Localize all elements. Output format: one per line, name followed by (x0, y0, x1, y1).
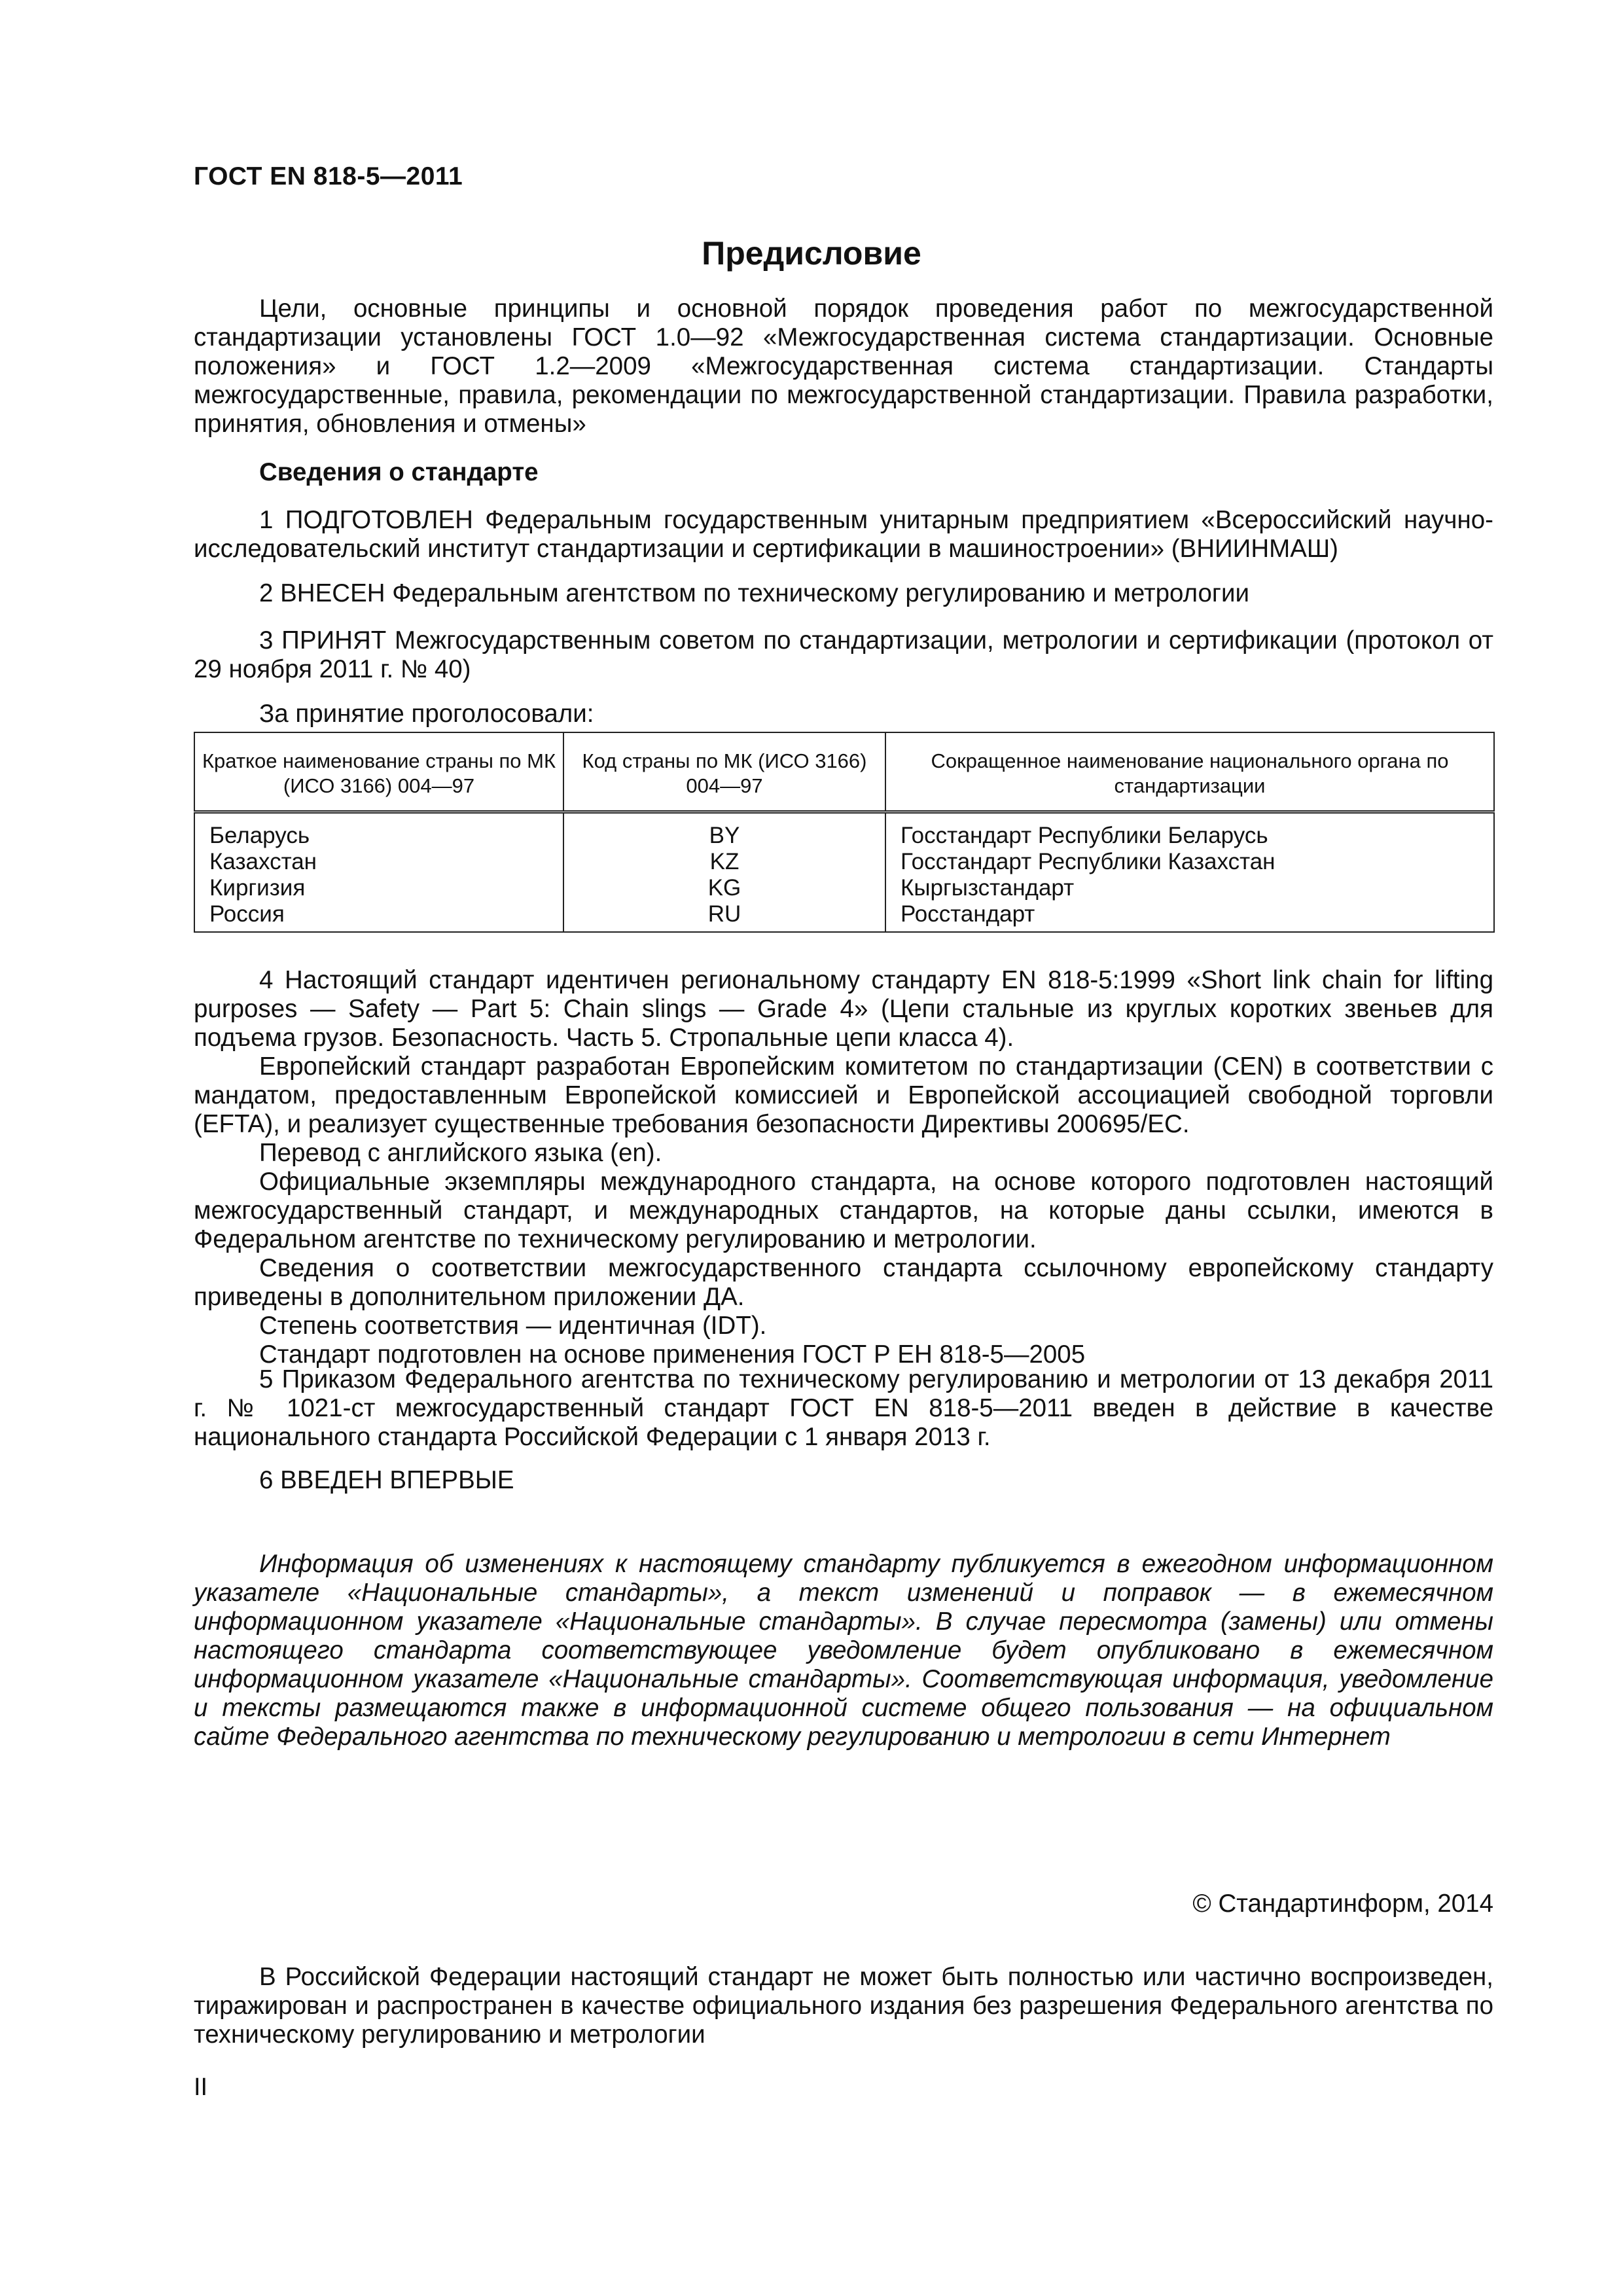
national-body-cell: Госстандарт Республики Беларусь (885, 812, 1494, 850)
country-code-cell: RU (563, 901, 885, 932)
table-row (194, 812, 1494, 850)
national-body-cell: Росстандарт (885, 901, 1494, 932)
european-standard-paragraph: Европейский стандарт разработан Европейским комитетом по стандартизации (CEN) в соответствии с мандатом, предоставленным Европейской комиссией и Европейской ассоциацией свободной торговли (EFTA), и реализует существенные требования безопасности Директивы 200695/ЕС. (194, 1052, 1493, 1138)
document-id-header: ГОСТ EN 818-5—2011 (194, 162, 463, 190)
copyright-line: © Стандартинформ, 2014 (1192, 1890, 1493, 1918)
page-number: II (194, 2073, 208, 2101)
table-row (194, 875, 1494, 901)
based-on-note: Стандарт подготовлен на основе применения ГОСТ Р ЕН 818-5—2005 (259, 1340, 1086, 1369)
item-1-paragraph: 1 ПОДГОТОВЛЕН Федеральным государственным унитарным предприятием «Всероссийский научно-исследовательский институт стандартизации и сертификации в машиностроении» (ВНИИНМАШ) (194, 506, 1493, 563)
standard-info-heading: Сведения о стандарте (259, 458, 539, 486)
country-name-cell: Казахстан (194, 849, 563, 875)
country-name-cell: Киргизия (194, 875, 563, 901)
item-3-paragraph: 3 ПРИНЯТ Межгосударственным советом по стандартизации, метрологии и сертификации (протокол от 29 ноября 2011 г. № 40) (194, 626, 1493, 683)
national-body-cell: Госстандарт Республики Казахстан (885, 849, 1494, 875)
intro-paragraph: Цели, основные принципы и основной порядок проведения работ по межгосударственной стандартизации установлены ГОСТ 1.0—92 «Межгосударственная система стандартизации. Основные положения» и ГОСТ 1.2—2009 «Межгосударственная система стандартизации. Стандарты межгосударственные, правила, рекомендации по межгосударственной стандартизации. Правила разработки, принятия, обновления и отмены» (194, 295, 1493, 438)
legal-notice: В Российской Федерации настоящий стандарт не может быть полностью или частично воспроизведен, тиражирован и распространен в качестве официального издания без разрешения Федерального агентства по техническому регулированию и метрологии (194, 1963, 1493, 2049)
table-row (194, 901, 1494, 932)
item-5-paragraph: 5 Приказом Федерального агентства по техническому регулированию и метрологии от 13 декабря 2011 г. № 1021-ст межгосударственный стандарт ГОСТ EN 818-5—2011 введен в действие в качестве национального стандарта Российской Федерации с 1 января 2013 г. (194, 1365, 1493, 1451)
item-4-section (194, 966, 1493, 1369)
voting-countries-table (194, 732, 1495, 933)
country-code-cell: KG (563, 875, 885, 901)
item-4-paragraph: 4 Настоящий стандарт идентичен региональному стандарту EN 818-5:1999 «Short link chain for lifting purposes — Safety — Part 5: Chain slings — Grade 4» (Цепи стальные из круглых коротких звеньев для подъема грузов. Безопасность. Часть 5. Стропальные цепи класса 4). (194, 966, 1493, 1052)
item-2-paragraph: 2 ВНЕСЕН Федеральным агентством по техническому регулированию и метрологии (259, 579, 1249, 607)
translation-note: Перевод с английского языка (en). (259, 1139, 662, 1167)
country-code-cell: BY (563, 812, 885, 850)
changes-notice: Информация об изменениях к настоящему стандарту публикуется в ежегодном информационном указателе «Национальные стандарты», а текст изменений и поправок — в ежемесячном информационном указателе «Национальные стандарты». В случае пересмотра (замены) или отмены настоящего стандарта соответствующее уведомление будет опубликовано в ежемесячном информационном указателе «Национальные стандарты». Соответствующая информация, уведомление и тексты размещаются также в информационной системе общего пользования — на официальном сайте Федерального агентства по техническому регулированию и метрологии в сети Интернет (194, 1550, 1493, 1751)
country-name-cell: Беларусь (194, 812, 563, 850)
column-header-country-name: Краткое наименование страны по МК (ИСО 3166) 004—97 (194, 732, 563, 812)
voting-intro: За принятие проголосовали: (259, 700, 594, 728)
correspondence-paragraph: Сведения о соответствии межгосударственного стандарта ссылочному европейскому стандарту приведены в дополнительном приложении ДА. (194, 1254, 1493, 1311)
country-name-cell: Россия (194, 901, 563, 932)
column-header-national-body: Сокращенное наименование национального органа по стандартизации (885, 732, 1494, 812)
national-body-cell: Кыргызстандарт (885, 875, 1494, 901)
column-header-country-code: Код страны по МК (ИСО 3166) 004—97 (563, 732, 885, 812)
page-title: Предисловие (702, 235, 921, 272)
degree-of-correspondence: Степень соответствия — идентичная (IDT). (259, 1312, 767, 1340)
official-copies-paragraph: Официальные экземпляры международного стандарта, на основе которого подготовлен настоящий межгосударственный стандарт, и международных стандартов, на которые даны ссылки, имеются в Федеральном агентстве по техническому регулированию и метрологии. (194, 1168, 1493, 1253)
table-row (194, 849, 1494, 875)
country-code-cell: KZ (563, 849, 885, 875)
item-6-paragraph: 6 ВВЕДЕН ВПЕРВЫЕ (259, 1466, 514, 1494)
